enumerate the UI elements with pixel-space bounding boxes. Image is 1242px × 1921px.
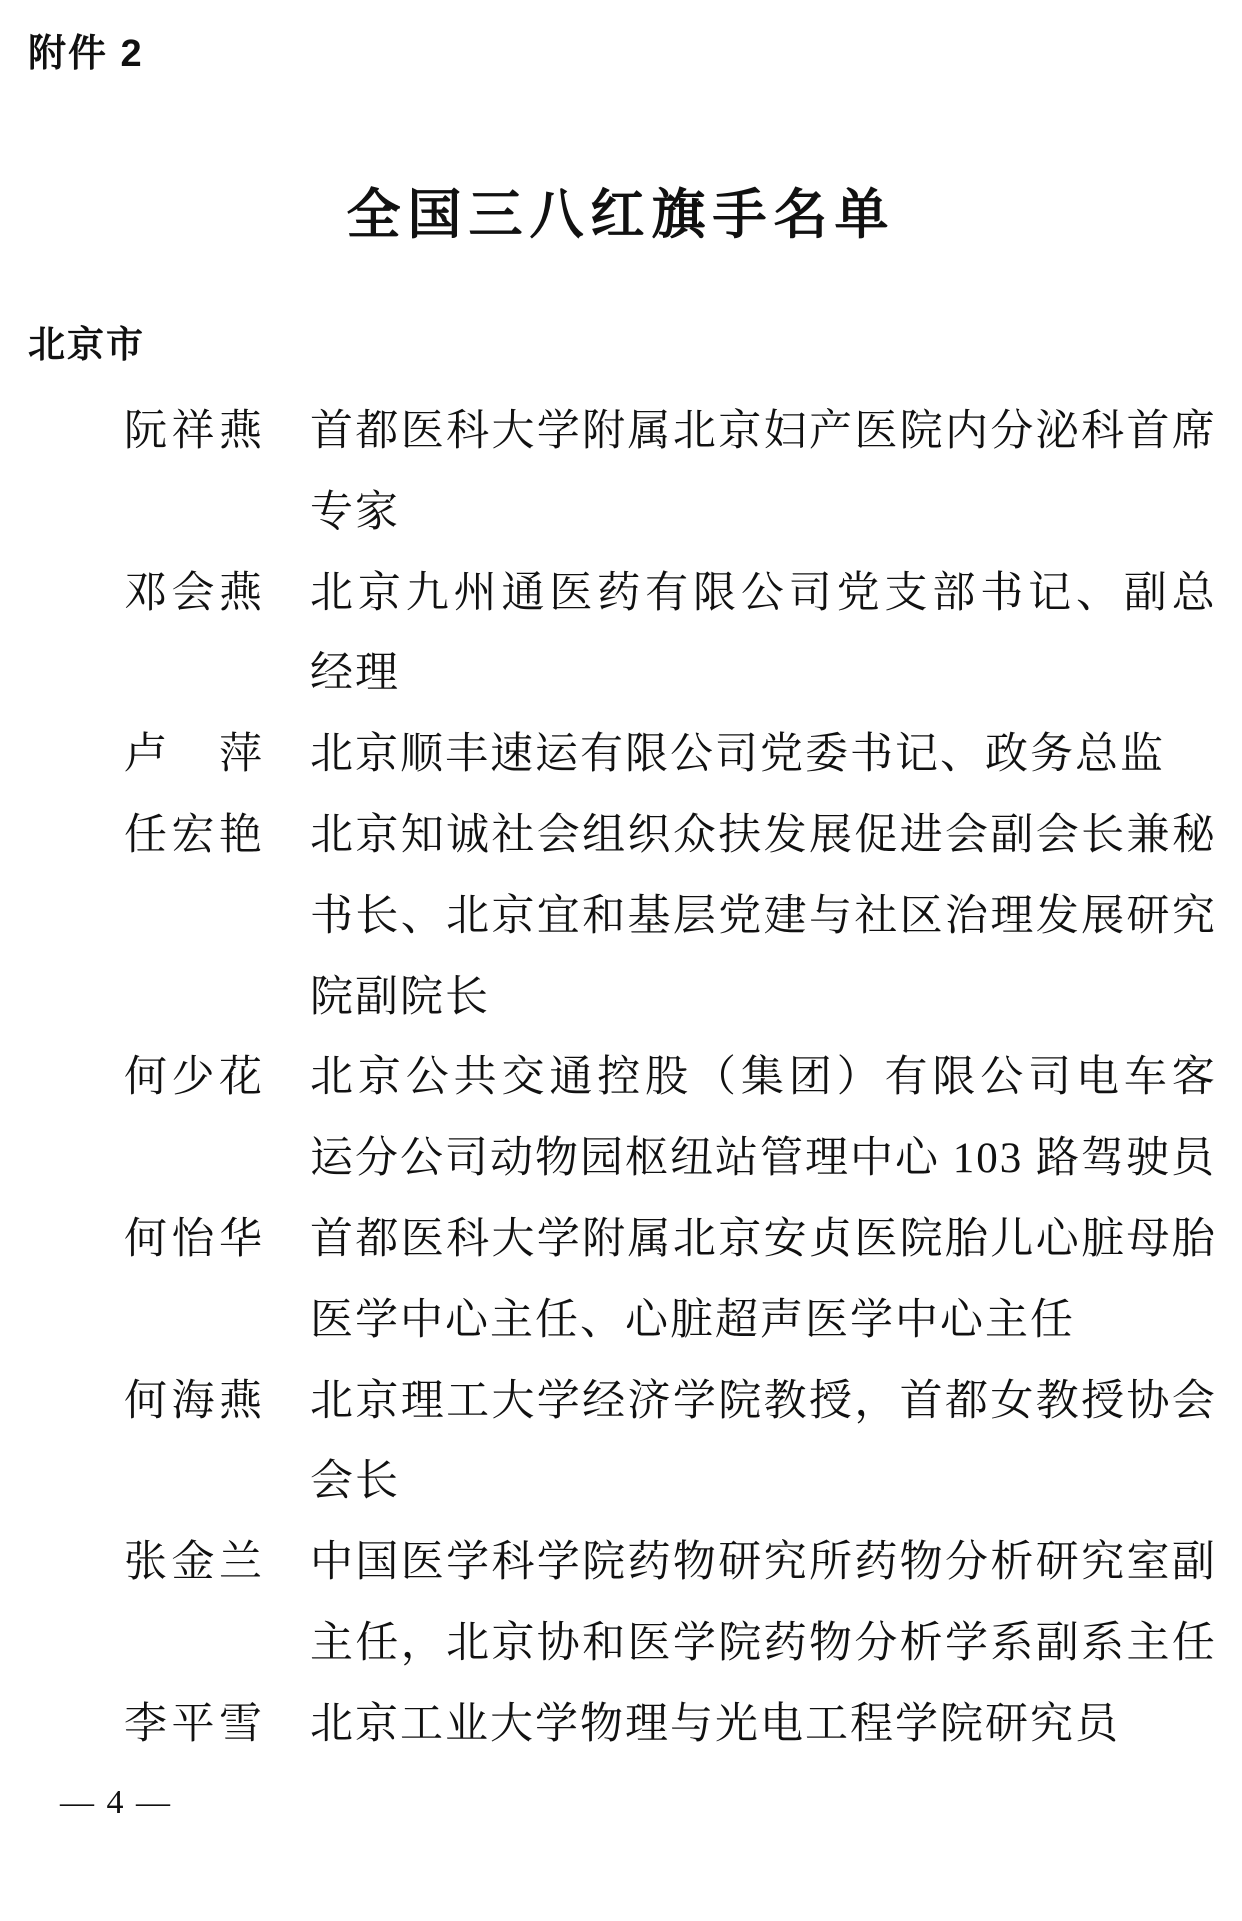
description-char: 附 bbox=[582, 408, 626, 455]
list-row bbox=[0, 731, 1242, 812]
awardee-name-char: 萍 bbox=[219, 731, 262, 779]
description-char: 理 bbox=[990, 892, 1034, 940]
description-char: 车 bbox=[1123, 1054, 1167, 1102]
description-char: 通 bbox=[549, 1054, 593, 1102]
description-char: 都 bbox=[355, 408, 399, 455]
awardee-name bbox=[124, 1539, 262, 1587]
description-char: 党 bbox=[718, 892, 762, 940]
description-char: 股 bbox=[645, 1054, 689, 1102]
awardee-name bbox=[124, 731, 262, 779]
description-char: 知 bbox=[400, 811, 444, 859]
description-char: 公 bbox=[740, 569, 784, 617]
description-char: 任 bbox=[355, 1619, 399, 1667]
list-row bbox=[0, 1135, 1242, 1216]
awardee-description-line: 专家 bbox=[310, 488, 400, 536]
awardee-name bbox=[124, 1377, 262, 1425]
awardee-name-char: 燕 bbox=[219, 408, 262, 455]
description-char: 发 bbox=[1035, 892, 1079, 940]
awardee-name-char: 燕 bbox=[219, 569, 262, 617]
description-char: 系 bbox=[990, 1619, 1034, 1667]
description-char: 泌 bbox=[1035, 408, 1079, 455]
description-char: 授 bbox=[1081, 1377, 1125, 1425]
description-char: 中 bbox=[310, 1539, 353, 1587]
description-char: 物 bbox=[672, 1539, 716, 1587]
description-char: 室 bbox=[1126, 1539, 1170, 1587]
description-char: 京 bbox=[718, 1215, 762, 1263]
description-char: 都 bbox=[945, 1377, 989, 1425]
description-char: （ bbox=[693, 1054, 736, 1102]
description-char: 学 bbox=[446, 1539, 490, 1587]
description-char: 医 bbox=[854, 1215, 898, 1263]
awardee-name bbox=[124, 1215, 262, 1263]
description-char: 北 bbox=[310, 569, 353, 617]
description-char: 系 bbox=[1081, 1619, 1125, 1667]
description-char: 北 bbox=[310, 811, 353, 859]
description-char: 产 bbox=[808, 408, 852, 455]
list-row bbox=[0, 570, 1242, 651]
description-char: 院 bbox=[899, 1215, 943, 1263]
description-char: 通 bbox=[501, 569, 545, 617]
description-char: 席 bbox=[1171, 408, 1215, 455]
description-char: 京 bbox=[491, 892, 535, 940]
description-char: 治 bbox=[945, 892, 989, 940]
description-char: 长 bbox=[1081, 811, 1125, 859]
awardee-name-char: 雪 bbox=[219, 1700, 262, 1748]
description-char: 析 bbox=[899, 1619, 943, 1667]
awardee-name-char: 平 bbox=[171, 1700, 215, 1748]
description-char: 经 bbox=[582, 1377, 626, 1425]
list-row bbox=[0, 974, 1242, 1055]
list-row bbox=[0, 1216, 1242, 1297]
description-char: 大 bbox=[491, 408, 535, 455]
awardee-name-char: 阮 bbox=[124, 408, 167, 455]
description-char: 析 bbox=[990, 1539, 1034, 1587]
description-char: 学 bbox=[672, 1619, 716, 1667]
description-char: 有 bbox=[645, 569, 689, 617]
description-char: 北 bbox=[446, 1619, 490, 1667]
description-char: 发 bbox=[763, 811, 807, 859]
description-char: 社 bbox=[491, 811, 535, 859]
description-char: 公 bbox=[405, 1054, 449, 1102]
description-char: 主 bbox=[1126, 1619, 1170, 1667]
description-char: 限 bbox=[693, 569, 736, 617]
awardee-name-char: 任 bbox=[124, 811, 167, 859]
description-char: 电 bbox=[1076, 1054, 1119, 1102]
description-char: 授 bbox=[808, 1377, 852, 1425]
description-char: 药 bbox=[854, 1539, 898, 1587]
description-char: 学 bbox=[536, 1377, 580, 1425]
description-char: 促 bbox=[854, 811, 898, 859]
awardee-name bbox=[124, 1700, 262, 1748]
description-char: 心 bbox=[1035, 1215, 1079, 1263]
description-char: 院 bbox=[582, 1539, 626, 1587]
description-char: 协 bbox=[536, 1619, 580, 1667]
awardee-name-char: 花 bbox=[219, 1054, 262, 1102]
description-char: 首 bbox=[899, 1377, 943, 1425]
awardee-name-char: 卢 bbox=[124, 731, 167, 779]
description-char: 胎 bbox=[945, 1215, 989, 1263]
awardee-description-line bbox=[310, 569, 1215, 617]
description-char: 织 bbox=[627, 811, 671, 859]
page-number: — 4 — bbox=[60, 1784, 172, 1821]
description-char: 扶 bbox=[718, 811, 762, 859]
description-char: 学 bbox=[672, 1377, 716, 1425]
description-char: 研 bbox=[1035, 1539, 1079, 1587]
list-row bbox=[0, 1297, 1242, 1378]
description-char: 记 bbox=[1028, 569, 1072, 617]
description-char: 诚 bbox=[446, 811, 490, 859]
description-char: 京 bbox=[718, 408, 762, 455]
description-char: 州 bbox=[453, 569, 497, 617]
description-char: 司 bbox=[788, 569, 832, 617]
description-char: 进 bbox=[899, 811, 943, 859]
description-char: 展 bbox=[1081, 892, 1125, 940]
section-heading-beijing: 北京市 bbox=[28, 324, 145, 365]
description-char: 母 bbox=[1126, 1215, 1170, 1263]
description-char: 药 bbox=[627, 1539, 671, 1587]
description-char: ） bbox=[836, 1054, 880, 1102]
description-char: 会 bbox=[1035, 811, 1079, 859]
awardee-description-line: 会长 bbox=[310, 1458, 400, 1506]
description-char: 学 bbox=[536, 1539, 580, 1587]
description-char: 院 bbox=[899, 408, 943, 455]
awardee-name-char: 艳 bbox=[219, 811, 262, 859]
description-char: 总 bbox=[1171, 569, 1215, 617]
description-char: 贞 bbox=[808, 1215, 852, 1263]
description-char: 会 bbox=[536, 811, 580, 859]
description-char: 附 bbox=[582, 1215, 626, 1263]
awardee-description-line: 运分公司动物园枢纽站管理中心 103 路驾驶员 bbox=[310, 1135, 1216, 1183]
list-row bbox=[0, 650, 1242, 731]
description-char: 长 bbox=[355, 892, 399, 940]
description-char: 大 bbox=[491, 1377, 535, 1425]
awardee-description-line: 院副院长 bbox=[310, 973, 490, 1021]
description-char: 学 bbox=[536, 1215, 580, 1263]
description-char: 北 bbox=[310, 1054, 353, 1102]
description-char: 胎 bbox=[1171, 1215, 1215, 1263]
description-char: 司 bbox=[1028, 1054, 1072, 1102]
awardee-name-char: 祥 bbox=[171, 408, 215, 455]
description-char: 属 bbox=[627, 408, 671, 455]
description-char: 物 bbox=[899, 1539, 943, 1587]
description-char: 宜 bbox=[536, 892, 580, 940]
description-char: 会 bbox=[945, 811, 989, 859]
description-char: 部 bbox=[932, 569, 976, 617]
description-char: 控 bbox=[597, 1054, 641, 1102]
description-char: 限 bbox=[932, 1054, 976, 1102]
list-row bbox=[0, 489, 1242, 570]
description-char: 究 bbox=[1081, 1539, 1125, 1587]
description-char: 共 bbox=[453, 1054, 497, 1102]
list-row bbox=[0, 1458, 1242, 1539]
awardee-description-line bbox=[310, 1377, 1215, 1425]
description-char: 分 bbox=[854, 1619, 898, 1667]
description-char: 公 bbox=[980, 1054, 1024, 1102]
description-char: 都 bbox=[355, 1215, 399, 1263]
description-char: 首 bbox=[310, 1215, 353, 1263]
description-char: 区 bbox=[899, 892, 943, 940]
description-char: 脏 bbox=[1081, 1215, 1125, 1263]
description-char: 分 bbox=[990, 408, 1034, 455]
awardee-name bbox=[124, 410, 262, 453]
description-char: 研 bbox=[1126, 892, 1170, 940]
awardee-list bbox=[0, 408, 1242, 1782]
description-char: 医 bbox=[400, 408, 444, 455]
description-char: 北 bbox=[672, 408, 716, 455]
awardee-name-char: 华 bbox=[219, 1215, 262, 1263]
description-char: 协 bbox=[1126, 1377, 1170, 1425]
description-char: 妇 bbox=[763, 408, 807, 455]
description-char: 理 bbox=[400, 1377, 444, 1425]
description-char: 书 bbox=[310, 892, 353, 940]
description-char: 党 bbox=[836, 569, 880, 617]
awardee-description-line bbox=[310, 1539, 1215, 1587]
awardee-name-char: 何 bbox=[124, 1377, 167, 1425]
description-char: 究 bbox=[1171, 892, 1215, 940]
list-row bbox=[0, 1539, 1242, 1620]
description-char: 院 bbox=[718, 1377, 762, 1425]
description-char: 大 bbox=[491, 1215, 535, 1263]
description-char: 和 bbox=[582, 892, 626, 940]
description-char: 兼 bbox=[1126, 811, 1170, 859]
awardee-name bbox=[124, 569, 262, 617]
description-char: 与 bbox=[808, 892, 852, 940]
description-char: 北 bbox=[310, 1377, 353, 1425]
awardee-description-line bbox=[310, 410, 1215, 453]
awardee-description-line: 医学中心主任、心脏超声医学中心主任 bbox=[310, 1296, 1075, 1344]
awardee-name-char: 燕 bbox=[219, 1377, 262, 1425]
awardee-name-char: 何 bbox=[124, 1054, 167, 1102]
description-char: 北 bbox=[446, 892, 490, 940]
description-char: 究 bbox=[763, 1539, 807, 1587]
description-char: 医 bbox=[627, 1619, 671, 1667]
awardee-description-line: 北京顺丰速运有限公司党委书记、政务总监 bbox=[310, 731, 1165, 779]
description-char: 济 bbox=[627, 1377, 671, 1425]
description-char: 儿 bbox=[990, 1215, 1034, 1263]
description-char: 科 bbox=[1081, 408, 1125, 455]
description-char: 组 bbox=[582, 811, 626, 859]
description-char: 首 bbox=[310, 408, 353, 455]
description-char: 、 bbox=[1076, 569, 1119, 617]
list-row bbox=[0, 1620, 1242, 1701]
description-char: 副 bbox=[990, 811, 1034, 859]
awardee-description-line bbox=[310, 1619, 1215, 1667]
description-char: 所 bbox=[808, 1539, 852, 1587]
description-char: 教 bbox=[763, 1377, 807, 1425]
description-char: 任 bbox=[1171, 1619, 1215, 1667]
awardee-description-line bbox=[310, 1215, 1215, 1263]
description-char: 众 bbox=[672, 811, 716, 859]
awardee-description-line bbox=[310, 892, 1215, 940]
awardee-description-line bbox=[310, 1054, 1215, 1102]
description-char: 京 bbox=[355, 1377, 399, 1425]
awardee-description-line: 北京工业大学物理与光电工程学院研究员 bbox=[310, 1700, 1120, 1748]
awardee-name-char: 金 bbox=[171, 1539, 215, 1587]
description-char: 内 bbox=[945, 408, 989, 455]
description-char: 和 bbox=[582, 1619, 626, 1667]
description-char: 工 bbox=[446, 1377, 490, 1425]
description-char: 客 bbox=[1171, 1054, 1215, 1102]
list-row bbox=[0, 812, 1242, 893]
description-char: 副 bbox=[1171, 1539, 1215, 1587]
awardee-name-char: 会 bbox=[171, 569, 215, 617]
awardee-name-char: 怡 bbox=[171, 1215, 215, 1263]
description-char: 研 bbox=[718, 1539, 762, 1587]
awardee-name-char: 张 bbox=[124, 1539, 167, 1587]
description-char: 主 bbox=[310, 1619, 353, 1667]
description-char: 副 bbox=[1123, 569, 1167, 617]
description-char: 科 bbox=[491, 1539, 535, 1587]
description-char: 副 bbox=[1035, 1619, 1079, 1667]
description-char: 北 bbox=[672, 1215, 716, 1263]
description-char: 国 bbox=[355, 1539, 399, 1587]
description-char: 科 bbox=[446, 408, 490, 455]
description-char: 京 bbox=[491, 1619, 535, 1667]
list-row bbox=[0, 1054, 1242, 1135]
description-char: 女 bbox=[990, 1377, 1034, 1425]
description-char: 京 bbox=[355, 811, 399, 859]
list-row bbox=[0, 1378, 1242, 1459]
awardee-name-char: 少 bbox=[171, 1054, 215, 1102]
list-row bbox=[0, 1701, 1242, 1782]
description-char: 集 bbox=[740, 1054, 784, 1102]
description-char: 层 bbox=[672, 892, 716, 940]
document-title: 全国三八红旗手名单 bbox=[346, 185, 896, 245]
description-char: 建 bbox=[763, 892, 807, 940]
description-char: 展 bbox=[808, 811, 852, 859]
description-char: 书 bbox=[980, 569, 1024, 617]
description-char: 秘 bbox=[1171, 811, 1215, 859]
description-char: 学 bbox=[945, 1619, 989, 1667]
description-char: 京 bbox=[357, 1054, 401, 1102]
description-char: 有 bbox=[884, 1054, 928, 1102]
description-char: 医 bbox=[400, 1215, 444, 1263]
awardee-name-char: 李 bbox=[124, 1700, 167, 1748]
description-char: 团 bbox=[788, 1054, 832, 1102]
awardee-name bbox=[124, 1054, 262, 1102]
description-char: 分 bbox=[945, 1539, 989, 1587]
description-char: 院 bbox=[718, 1619, 762, 1667]
description-char: ， bbox=[400, 1619, 444, 1667]
description-char: 九 bbox=[405, 569, 449, 617]
description-char: 教 bbox=[1035, 1377, 1079, 1425]
description-char: 属 bbox=[627, 1215, 671, 1263]
awardee-name-char: 何 bbox=[124, 1215, 167, 1263]
description-char: 安 bbox=[763, 1215, 807, 1263]
description-char: 首 bbox=[1126, 408, 1170, 455]
description-char: 学 bbox=[536, 408, 580, 455]
description-char: 医 bbox=[549, 569, 593, 617]
description-char: 、 bbox=[400, 892, 444, 940]
description-char: 物 bbox=[808, 1619, 852, 1667]
description-char: 基 bbox=[627, 892, 671, 940]
description-char: ， bbox=[854, 1377, 898, 1425]
attachment-label: 附件 2 bbox=[28, 33, 144, 75]
description-char: 社 bbox=[854, 892, 898, 940]
awardee-description-line bbox=[310, 811, 1215, 859]
description-char: 药 bbox=[763, 1619, 807, 1667]
awardee-name-char: 邓 bbox=[124, 569, 167, 617]
description-char: 交 bbox=[501, 1054, 545, 1102]
awardee-description-line: 经理 bbox=[310, 650, 400, 698]
description-char: 京 bbox=[357, 569, 401, 617]
awardee-name-char: 海 bbox=[171, 1377, 215, 1425]
description-char: 会 bbox=[1171, 1377, 1215, 1425]
list-row bbox=[0, 893, 1242, 974]
description-char: 科 bbox=[446, 1215, 490, 1263]
list-row bbox=[0, 408, 1242, 489]
awardee-name bbox=[124, 811, 262, 859]
awardee-name-char: 宏 bbox=[171, 811, 215, 859]
description-char: 医 bbox=[400, 1539, 444, 1587]
description-char: 支 bbox=[884, 569, 928, 617]
description-char: 药 bbox=[597, 569, 641, 617]
description-char: 医 bbox=[854, 408, 898, 455]
awardee-name-char: 兰 bbox=[219, 1539, 262, 1587]
